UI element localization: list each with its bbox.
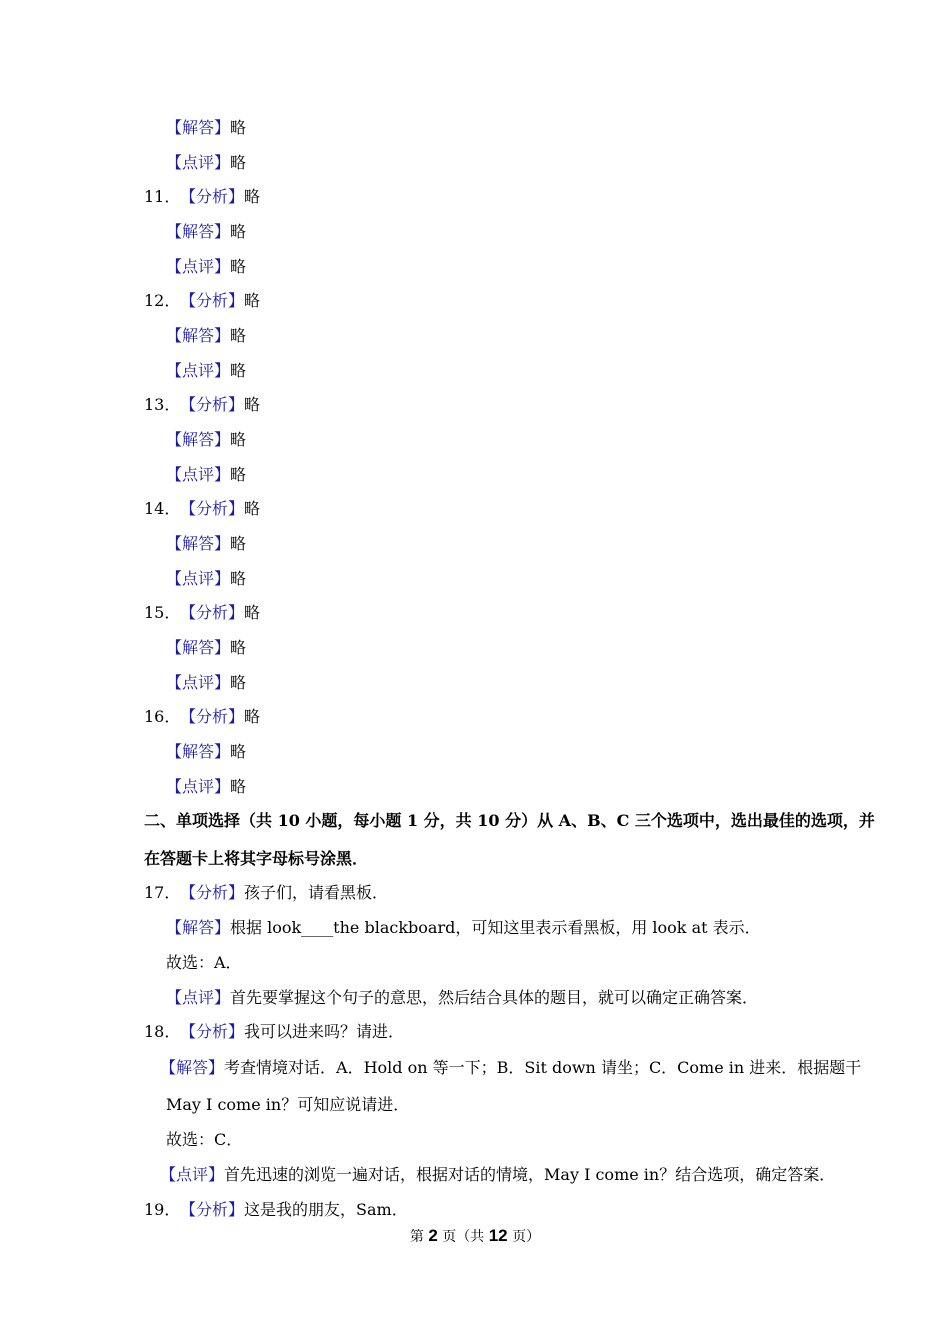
answer-line [166,153,246,173]
answer-line [166,361,246,381]
answer-line [166,118,246,138]
footer-page-number: 2 [428,1226,438,1245]
answer-text: 我可以进来吗？请进． [244,1022,405,1041]
answer-line [144,603,260,623]
section-heading: 在答题卡上将其字母标号涂黑． [144,849,369,868]
answer-tag: 【点评】 [166,465,231,484]
answer-line [144,883,388,903]
answer-line [166,1095,409,1115]
answer-line [144,499,260,519]
answer-line [166,465,246,485]
answer-text: 略 [230,430,247,449]
answer-line [166,534,246,554]
answer-text: 考查情境对话．A．Hold on 等一下；B．Sit down 请坐；C．Come in 进来．根据题干 [224,1058,862,1077]
answer-text: 这是我的朋友，Sam． [244,1200,408,1219]
answer-tag: 【点评】 [166,569,231,588]
answer-text: 略 [230,118,247,137]
page-footer [0,1226,950,1246]
answer-tag: 【分析】 [180,395,245,414]
answer-text: 略 [230,257,247,276]
answer-text: 略 [230,534,247,553]
answer-tag: 【解答】 [166,430,231,449]
question-number: 18． [144,1022,181,1041]
answer-tag: 【解答】 [166,534,231,553]
answer-line [166,326,246,346]
answer-line [166,257,246,277]
answer-text: 略 [244,187,261,206]
answer-text: 略 [230,222,247,241]
answer-tag: 【点评】 [166,777,231,796]
answer-tag: 【点评】 [166,673,231,692]
answer-line [144,291,260,311]
answer-text: 首先要掌握这个句子的意思，然后结合具体的题目，就可以确定正确答案． [230,988,759,1007]
answer-line [166,222,246,242]
answer-text: 略 [244,603,261,622]
answer-tag: 【分析】 [180,499,245,518]
answer-tag: 【分析】 [180,187,245,206]
answer-line [160,1058,861,1078]
answer-line [144,1022,404,1042]
question-number: 14． [144,499,181,518]
answer-tag: 【点评】 [160,1165,225,1184]
answer-tag: 【解答】 [166,638,231,657]
answer-line [166,742,246,762]
answer-tag: 【解答】 [166,118,231,137]
answer-text: 故选：C． [166,1130,243,1149]
question-number: 17． [144,883,181,902]
footer-total-pages: 12 [488,1226,508,1245]
answer-tag: 【点评】 [166,257,231,276]
question-number: 19． [144,1200,181,1219]
answer-text: 略 [230,673,247,692]
answer-line [144,707,260,727]
answer-line [144,187,260,207]
answer-tag: 【点评】 [166,361,231,380]
answer-line [166,1130,242,1150]
answer-text: 略 [244,291,261,310]
footer-middle: 页（共 [442,1229,485,1245]
answer-tag: 【解答】 [160,1058,225,1077]
answer-tag: 【分析】 [180,291,245,310]
answer-text: May I come in？可知应说请进． [166,1095,410,1114]
answer-line [166,777,246,797]
answer-text: 略 [230,638,247,657]
answer-line [144,1200,408,1220]
answer-line [160,1165,835,1185]
answer-text: 略 [230,569,247,588]
footer-suffix: 页） [512,1229,541,1245]
answer-tag: 【解答】 [166,742,231,761]
answer-tag: 【分析】 [180,603,245,622]
answer-line [166,988,758,1008]
answer-text: 略 [230,153,247,172]
answer-text: 故选：A． [166,953,242,972]
answer-text: 略 [244,395,261,414]
answer-line [166,918,761,938]
answer-text: 略 [244,707,261,726]
answer-tag: 【点评】 [166,153,231,172]
question-number: 11． [144,187,181,206]
answer-tag: 【解答】 [166,222,231,241]
answer-text: 略 [244,499,261,518]
question-number: 16． [144,707,181,726]
answer-tag: 【点评】 [166,988,231,1007]
answer-tag: 【解答】 [166,326,231,345]
answer-line [166,430,246,450]
answer-line [166,638,246,658]
question-number: 13． [144,395,181,414]
answer-text: 略 [230,326,247,345]
answer-line [166,569,246,589]
answer-text: 略 [230,742,247,761]
footer-prefix: 第 [409,1229,424,1245]
answer-tag: 【分析】 [180,1200,245,1219]
question-number: 12． [144,291,181,310]
answer-line [144,395,260,415]
answer-tag: 【分析】 [180,707,245,726]
answer-tag: 【解答】 [166,918,231,937]
answer-text: 略 [230,777,247,796]
answer-text: 略 [230,361,247,380]
answer-tag: 【分析】 [180,1022,245,1041]
answer-text: 根据 look____the blackboard，可知这里表示看黑板，用 look at 表示． [230,918,761,937]
answer-text: 首先迅速的浏览一遍对话，根据对话的情境，May I come in？结合选项，确定答案． [224,1165,836,1184]
section-heading: 二、单项选择（共 10 小题，每小题 1 分，共 10 分）从 A、B、C 三个选项中，选出最佳的选项，并 [144,811,875,830]
answer-tag: 【分析】 [180,883,245,902]
answer-text: 略 [230,465,247,484]
answer-text: 孩子们，请看黑板． [244,883,389,902]
answer-line [166,673,246,693]
answer-line [166,953,242,973]
question-number: 15． [144,603,181,622]
